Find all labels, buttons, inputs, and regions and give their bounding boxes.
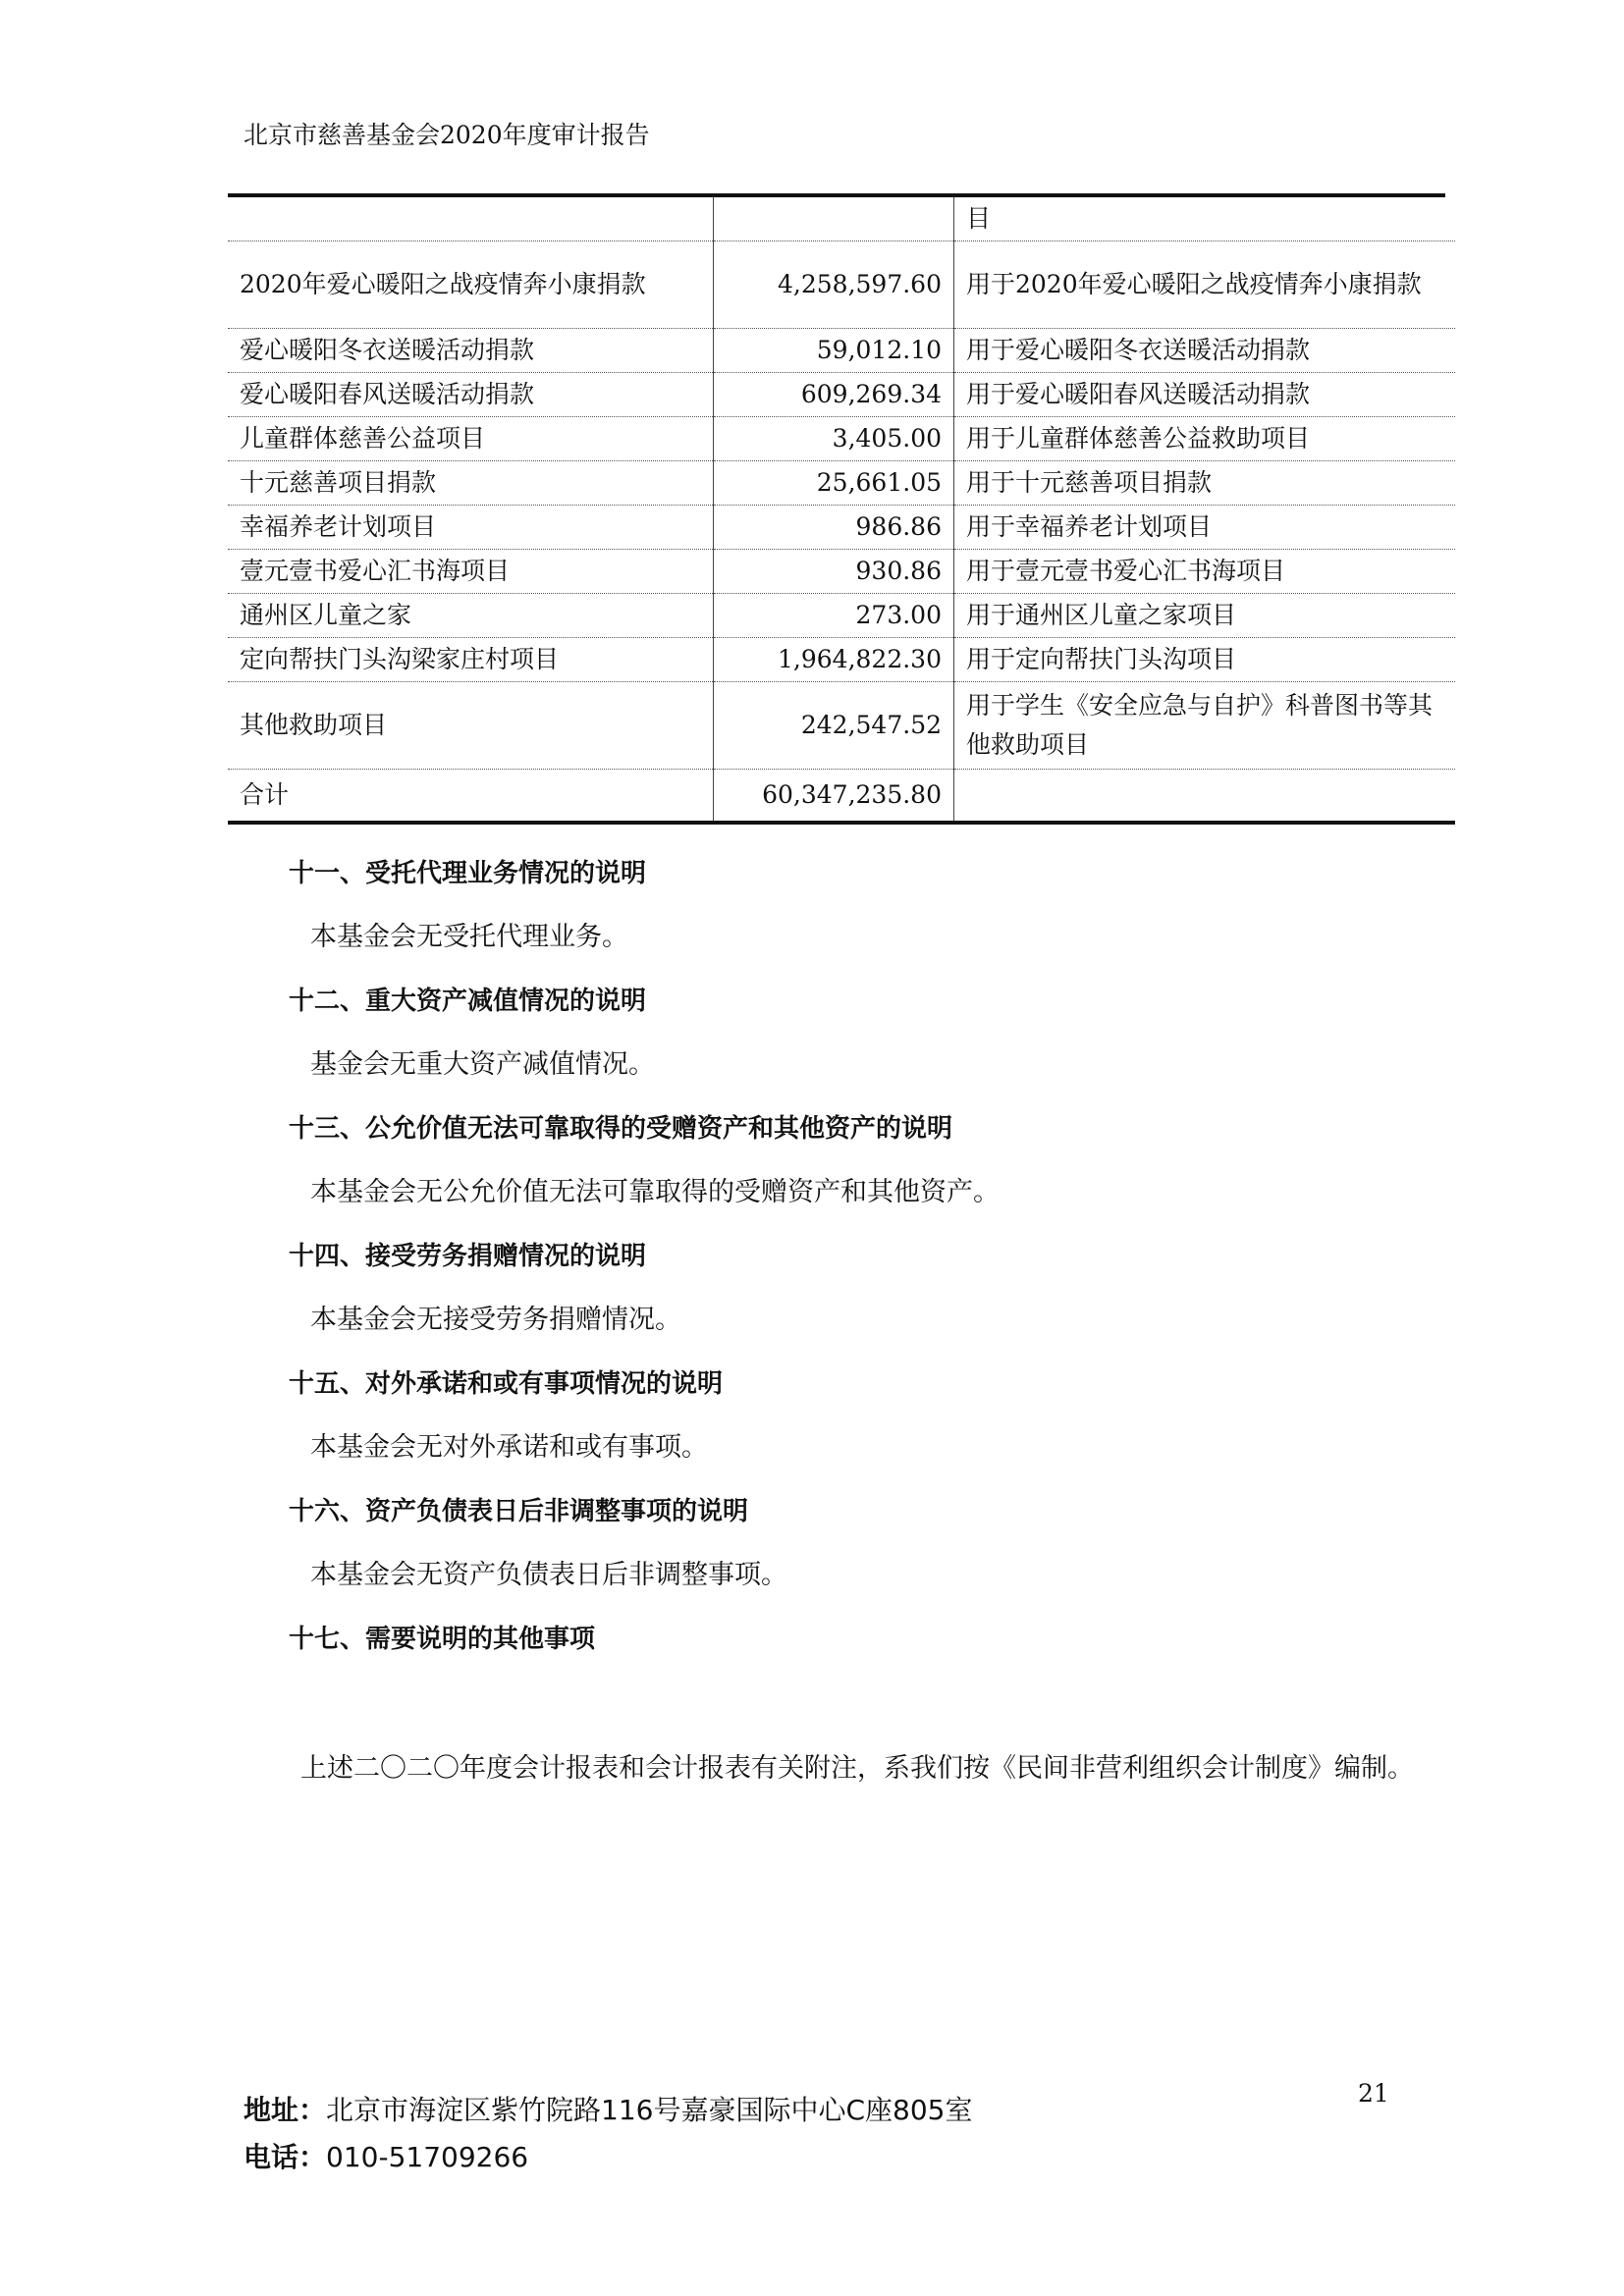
row-amount: 242,547.52 [714, 682, 954, 770]
table-total-row [228, 770, 1455, 824]
notes-content [244, 842, 1432, 1794]
row-usage: 用于壹元壹书爱心汇书海项目 [954, 550, 1456, 594]
row-name: 爱心暖阳冬衣送暖活动捐款 [228, 329, 714, 373]
total-amount: 60,347,235.80 [714, 770, 954, 824]
row-amount: 930.86 [714, 550, 954, 594]
table-row [228, 329, 1455, 373]
table-row [228, 461, 1455, 506]
fund-usage-table [228, 197, 1455, 825]
table-row [228, 241, 1455, 329]
row-name: 2020年爱心暖阳之战疫情奔小康捐款 [228, 241, 714, 329]
row-amount: 59,012.10 [714, 329, 954, 373]
row-name: 儿童群体慈善公益项目 [228, 417, 714, 461]
table-row [228, 506, 1455, 550]
phone-value: 010-51709266 [326, 2141, 529, 2173]
section-body: 本基金会无对外承诺和或有事项。 [310, 1432, 708, 1463]
page-number: 21 [1358, 2079, 1389, 2108]
row-usage: 用于通州区儿童之家项目 [954, 594, 1456, 638]
row-name: 爱心暖阳春风送暖活动捐款 [228, 373, 714, 417]
row-usage: 用于儿童群体慈善公益救助项目 [954, 417, 1456, 461]
row-name: 定向帮扶门头沟梁家庄村项目 [228, 638, 714, 682]
section-title: 十三、公允价值无法可靠取得的受赠资产和其他资产的说明 [289, 1114, 953, 1144]
row-name: 十元慈善项目捐款 [228, 461, 714, 506]
section-body: 本基金会无接受劳务捐赠情况。 [310, 1305, 681, 1335]
address-value: 北京市海淀区紫竹院路116号嘉豪国际中心C座805室 [326, 2094, 973, 2126]
row-usage: 用于爱心暖阳春风送暖活动捐款 [954, 373, 1456, 417]
table-row [228, 417, 1455, 461]
row-usage: 目 [954, 197, 1456, 241]
row-amount: 609,269.34 [714, 373, 954, 417]
row-amount: 986.86 [714, 506, 954, 550]
row-usage: 用于学生《安全应急与自护》科普图书等其他救助项目 [954, 682, 1456, 770]
row-usage: 用于十元慈善项目捐款 [954, 461, 1456, 506]
footer-phone [244, 2136, 528, 2175]
table-row [228, 373, 1455, 417]
section-body: 本基金会无公允价值无法可靠取得的受赠资产和其他资产。 [310, 1177, 1000, 1207]
row-name: 其他救助项目 [228, 682, 714, 770]
section-title: 十四、接受劳务捐赠情况的说明 [289, 1242, 647, 1271]
row-name: 壹元壹书爱心汇书海项目 [228, 550, 714, 594]
row-amount: 1,964,822.30 [714, 638, 954, 682]
phone-label: 电话： [244, 2141, 327, 2173]
section-title: 十七、需要说明的其他事项 [289, 1625, 596, 1654]
table-row [228, 594, 1455, 638]
footer-address [244, 2089, 972, 2128]
row-amount: 273.00 [714, 594, 954, 638]
row-amount: 25,661.05 [714, 461, 954, 506]
total-usage [954, 770, 1456, 824]
section-title: 十二、重大资产减值情况的说明 [289, 987, 647, 1016]
section-body: 本基金会无资产负债表日后非调整事项。 [310, 1560, 787, 1590]
row-usage: 用于爱心暖阳冬衣送暖活动捐款 [954, 329, 1456, 373]
row-name [228, 197, 714, 241]
row-usage: 用于2020年爱心暖阳之战疫情奔小康捐款 [954, 241, 1456, 329]
section-title: 十一、受托代理业务情况的说明 [289, 859, 647, 888]
section-title: 十六、资产负债表日后非调整事项的说明 [289, 1497, 749, 1526]
row-amount [714, 197, 954, 241]
total-label: 合计 [228, 770, 714, 824]
table-row [228, 682, 1455, 770]
row-name: 幸福养老计划项目 [228, 506, 714, 550]
section-body: 基金会无重大资产减值情况。 [310, 1049, 655, 1080]
address-label: 地址： [244, 2094, 327, 2126]
row-usage: 用于幸福养老计划项目 [954, 506, 1456, 550]
page-header-title: 北京市慈善基金会2020年度审计报告 [244, 121, 650, 149]
section-title: 十五、对外承诺和或有事项情况的说明 [289, 1369, 724, 1399]
row-amount: 3,405.00 [714, 417, 954, 461]
section-body: 本基金会无受托代理业务。 [310, 922, 628, 952]
table-row [228, 638, 1455, 682]
row-amount: 4,258,597.60 [714, 241, 954, 329]
row-name: 通州区儿童之家 [228, 594, 714, 638]
table-row [228, 197, 1455, 241]
closing-paragraph: 上述二〇二〇年度会计报表和会计报表有关附注，系我们按《民间非营利组织会计制度》编制。 [300, 1753, 1414, 1784]
table-row [228, 550, 1455, 594]
row-usage: 用于定向帮扶门头沟项目 [954, 638, 1456, 682]
